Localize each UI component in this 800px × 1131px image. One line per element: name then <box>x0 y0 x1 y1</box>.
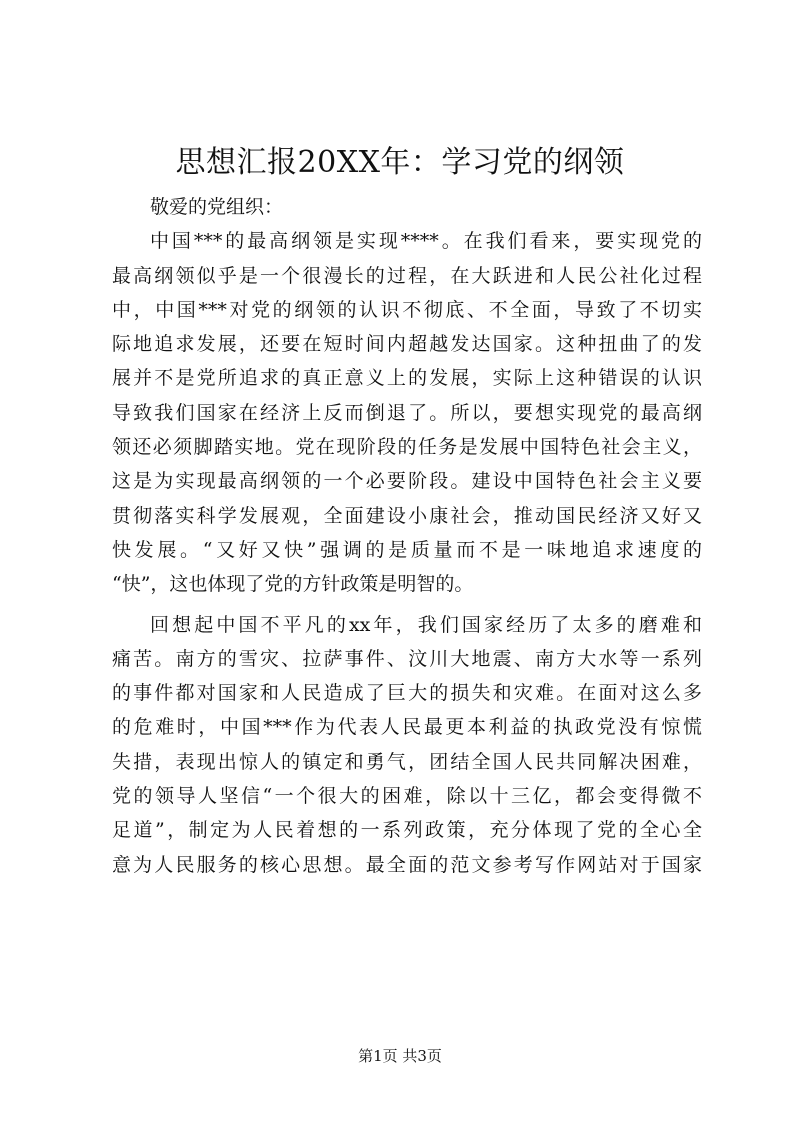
paragraph-line: 足道”，制定为人民着想的一系列政策，充分体现了党的全心全 <box>112 819 702 842</box>
paragraph-line: 痛苦。南方的雪灾、拉萨事件、汶川大地震、南方大水等一系列 <box>112 647 702 670</box>
paragraph-line: “快”，这也体现了党的方针政策是明智的。 <box>112 573 474 596</box>
paragraph-line: 回想起中国不平凡的xx年，我们国家经历了太多的磨难和 <box>150 613 702 636</box>
paragraph-line: 展并不是党所追求的真正意义上的发展，实际上这种错误的认识 <box>112 367 702 390</box>
paragraph-line: 贯彻落实科学发展观，全面建设小康社会，推动国民经济又好又 <box>112 504 702 527</box>
paragraph-line: 快发展。“又好又快”强调的是质量而不是一味地追求速度的 <box>112 538 702 561</box>
paragraph-line: 导致我们国家在经济上反而倒退了。所以，要想实现党的最高纲 <box>112 401 702 424</box>
paragraph-2 <box>112 608 702 882</box>
paragraph-line: 领还必须脚踏实地。党在现阶段的任务是发展中国特色社会主义， <box>112 436 702 459</box>
paragraph-line: 失措，表现出惊人的镇定和勇气，团结全国人民共同解决困难， <box>112 750 702 773</box>
paragraph-line: 这是为实现最高纲领的一个必要阶段。建设中国特色社会主义要 <box>112 470 702 493</box>
greeting-line: 敬爱的党组织： <box>150 196 284 218</box>
document-title: 思想汇报20XX年：学习党的纲领 <box>175 145 625 180</box>
paragraph-line: 意为人民服务的核心思想。最全面的范文参考写作网站对于国家 <box>112 853 702 876</box>
paragraph-line: 中国***的最高纲领是实现****。在我们看来，要实现党的 <box>150 230 702 253</box>
document-body <box>112 190 702 882</box>
paragraph-line: 的危难时，中国***作为代表人民最更本利益的执政党没有惊慌 <box>112 716 702 739</box>
paragraph-line: 最高纲领似乎是一个很漫长的过程，在大跃进和人民公社化过程 <box>112 264 702 287</box>
paragraph-line: 党的领导人坚信“一个很大的困难，除以十三亿，都会变得微不 <box>112 785 702 808</box>
page-number: 第1页 共3页 <box>358 1047 442 1065</box>
paragraph-line: 际地追求发展，还要在短时间内超越发达国家。这种扭曲了的发 <box>112 333 702 356</box>
paragraph-1 <box>112 224 702 601</box>
paragraph-line: 的事件都对国家和人民造成了巨大的损失和灾难。在面对这么多 <box>112 682 702 705</box>
paragraph-line: 中，中国***对党的纲领的认识不彻底、不全面，导致了不切实 <box>112 298 702 321</box>
